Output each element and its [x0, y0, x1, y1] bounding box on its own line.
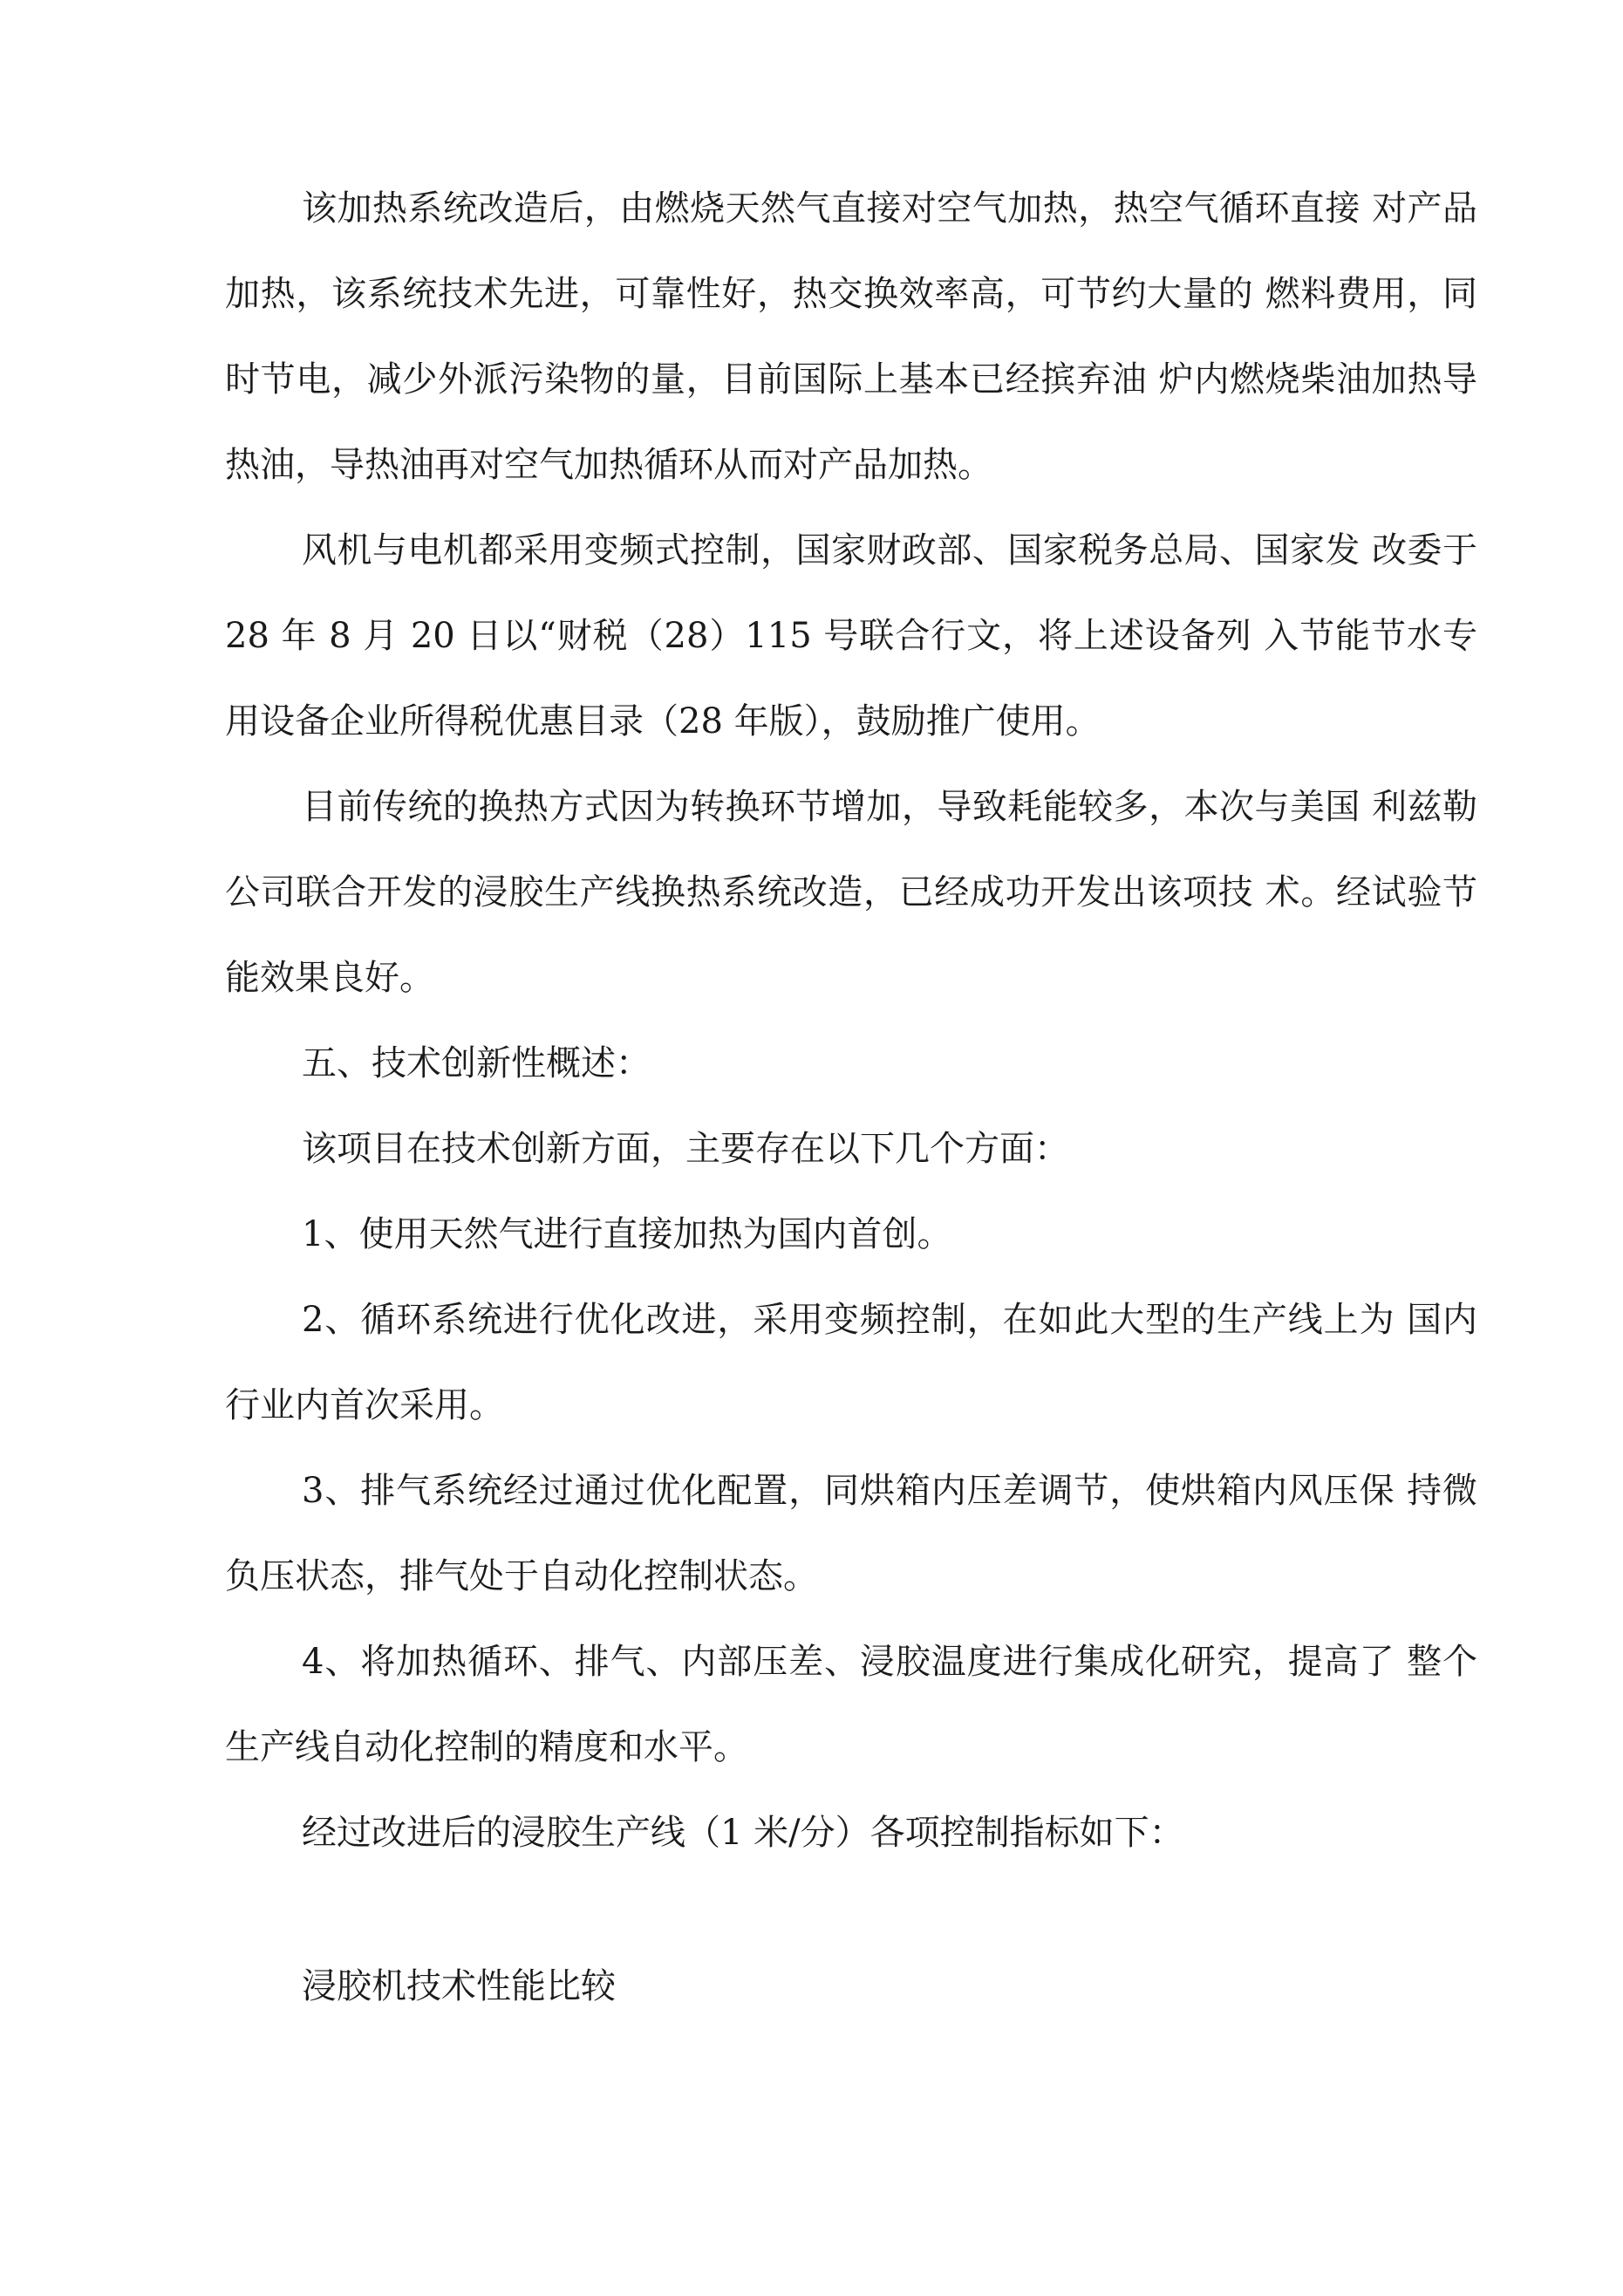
paragraph-heating-system: 该加热系统改造后，由燃烧天然气直接对空气加热，热空气循环直接 对产品加热，该系统技术先进，可靠性好，热交换效率高，可节约大量的 燃料费用，同时节电，减少外派污染物的量，目前国际上基本已经摈弃油 炉内燃烧柴油加热导热油，导热油再对空气加热循环从而对产品加热。 [225, 188, 1477, 485]
list-item-4: 4、将加热循环、排气、内部压差、浸胶温度进行集成化研究，提高了 整个生产线自动化控制的精度和水平。 [225, 1642, 1477, 1767]
paragraph-indicators-intro: 经过改进后的浸胶生产线（1 米/分）各项控制指标如下： [302, 1813, 1184, 1853]
section-heading-innovation: 五、技术创新性概述： [302, 1043, 651, 1083]
list-item-2: 2、循环系统进行优化改进，采用变频控制，在如此大型的生产线上为 国内行业内首次采用。 [225, 1300, 1477, 1425]
paragraph-innovation-intro: 该项目在技术创新方面，主要存在以下几个方面： [302, 1129, 1069, 1169]
list-item-3: 3、排气系统经过通过优化配置，同烘箱内压差调节，使烘箱内风压保 持微负压状态，排气处于自动化控制状态。 [225, 1471, 1477, 1596]
document-body [225, 166, 1477, 2029]
table-caption: 浸胶机技术性能比较 [302, 1966, 616, 2006]
list-item-1: 1、使用天然气进行直接加热为国内首创。 [302, 1214, 952, 1254]
paragraph-heat-exchange: 目前传统的换热方式因为转换环节增加，导致耗能较多，本次与美国 利兹勒公司联合开发的浸胶生产线换热系统改造，已经成功开发出该项技 术。经试验节能效果良好。 [225, 787, 1477, 998]
paragraph-frequency-control: 风机与电机都采用变频式控制，国家财政部、国家税务总局、国家发 改委于 28 年 8 月 20 日以“财税（28）115 号联合行文，将上述设备列 入节能节水专用设备企业所得税优惠目录（28 年版），鼓励推广使用。 [225, 530, 1477, 741]
